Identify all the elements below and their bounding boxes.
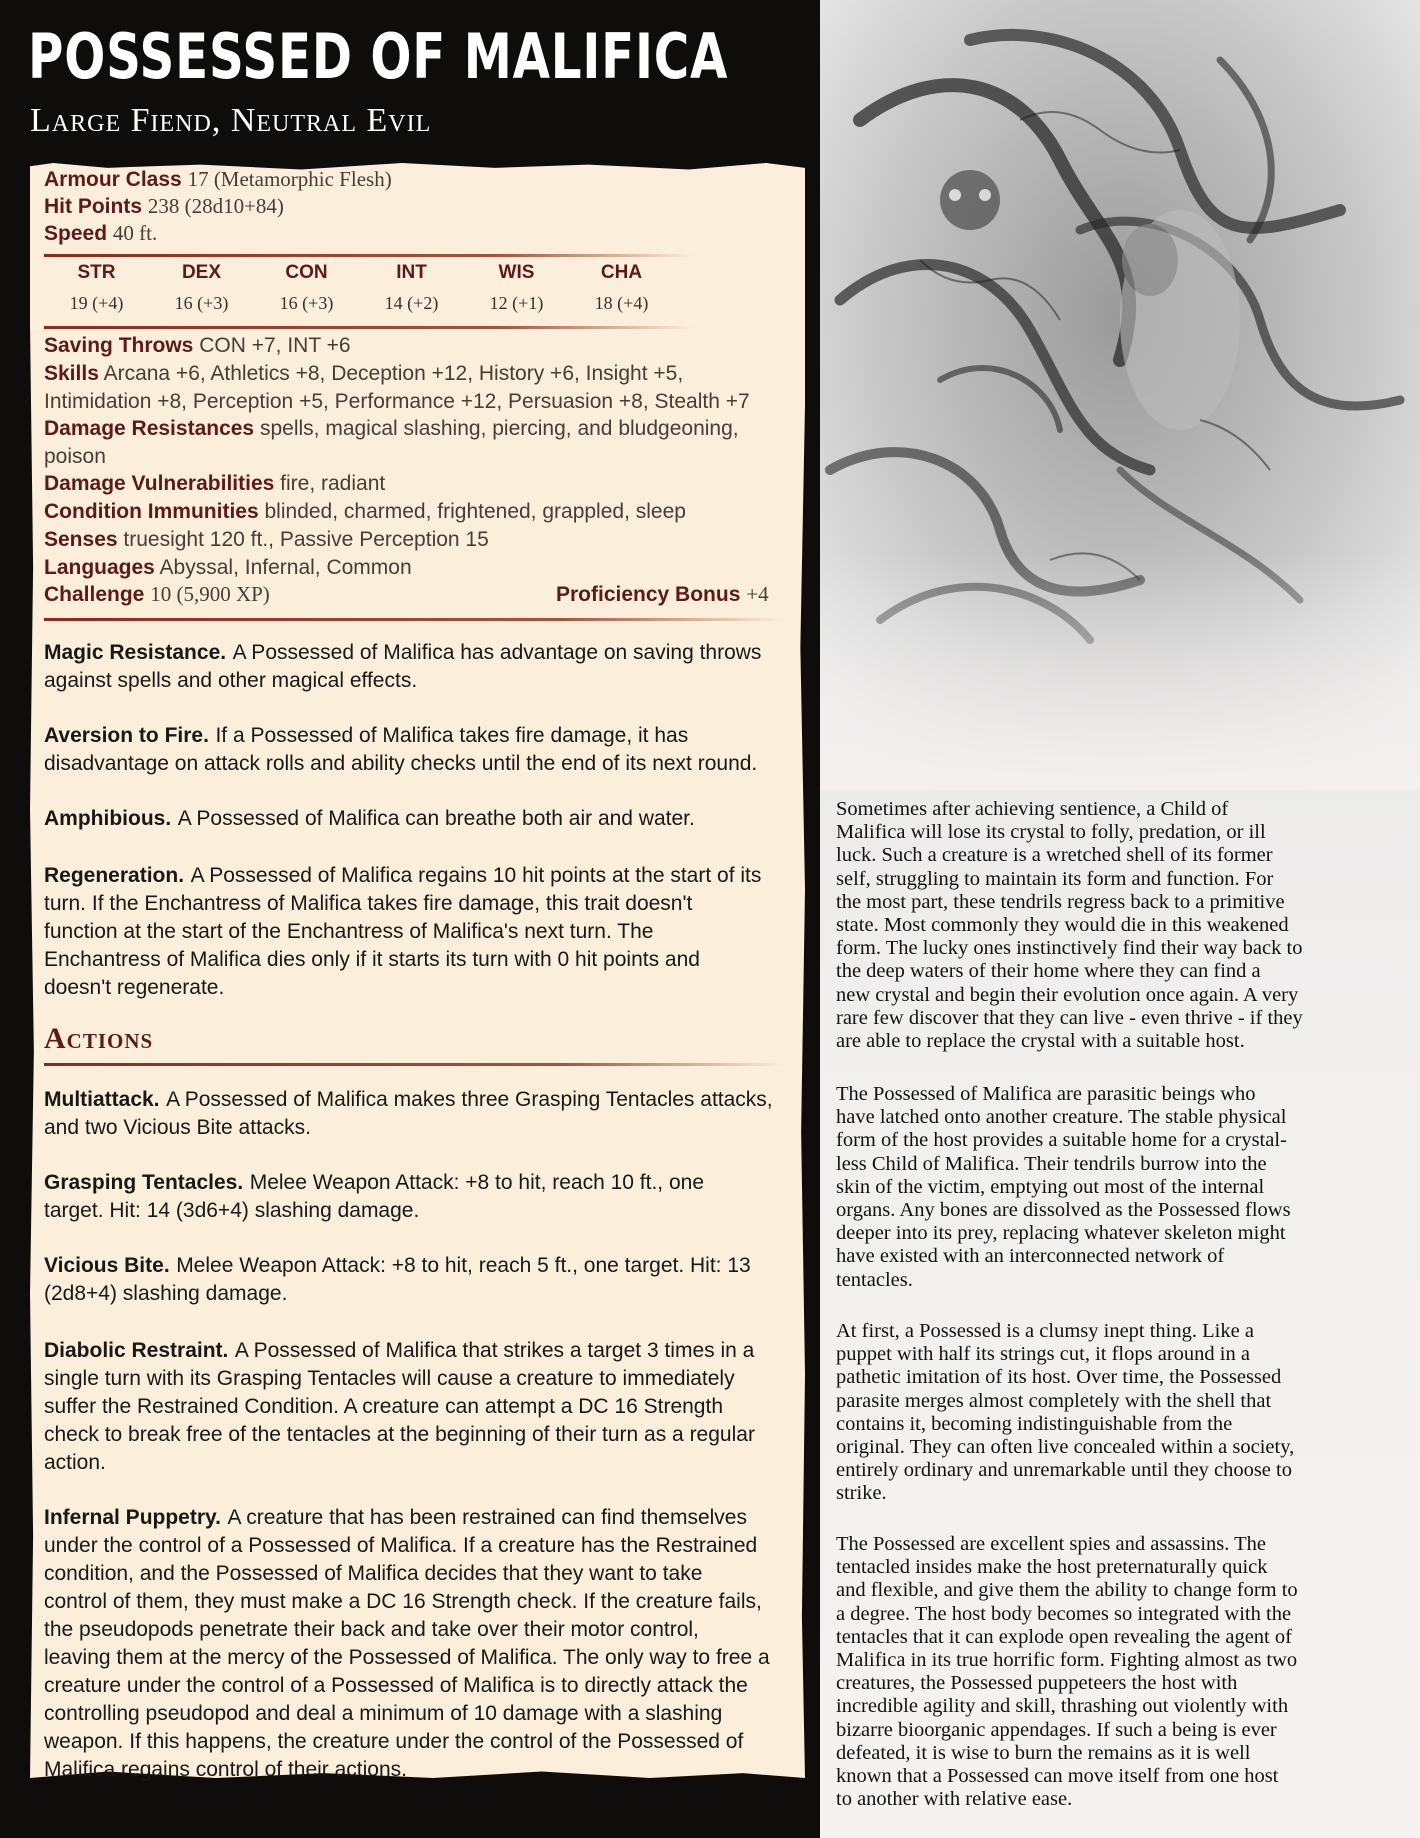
damage-vulnerabilities-line: [44, 470, 385, 497]
action-text: Malifica regains control of their actions.: [44, 1758, 407, 1781]
lore-line: parasite merges almost completely with the shell that: [836, 1389, 1272, 1412]
action-title: Vicious Bite.: [44, 1254, 170, 1277]
lore-line: state. Most commonly they would die in this weakened: [836, 914, 1289, 937]
damage-resistances-value: spells, magical slashing, piercing, and bludgeoning,: [259, 417, 739, 440]
action-text: target. Hit: 14 (3d6+4) slashing damage.: [44, 1199, 420, 1222]
ability-con: [254, 258, 359, 318]
trait-text: turn. If the Enchantress of Malifica takes fire damage, this trait doesn't: [44, 892, 693, 915]
lore-line: Malifica in its true horrific form. Fighting almost as two: [836, 1649, 1298, 1672]
tentacle-monster-illustration: [820, 0, 1420, 790]
ability-label: STR: [77, 262, 116, 283]
lore-line: Sometimes after achieving sentience, a Child of: [836, 798, 1229, 820]
ability-wis: [464, 258, 569, 318]
saving-throws-label: Saving Throws: [44, 334, 194, 357]
trait-aversion-to-fire: [44, 721, 804, 778]
trait-text: doesn't regenerate.: [44, 976, 225, 999]
saving-throws-line: [44, 332, 351, 359]
lore-line: to another with relative ease.: [836, 1788, 1073, 1811]
action-grasping-tentacles: [44, 1168, 804, 1225]
lore-line: have existed with an interconnected network of: [836, 1245, 1225, 1268]
lore-line: tentacled insides make the host preternaturally quick: [836, 1556, 1268, 1579]
trait-regeneration: [44, 861, 804, 1002]
lore-paragraph-1: [836, 798, 1406, 1053]
monster-type-line: Large Fiend, Neutral Evil: [30, 102, 432, 139]
damage-resistances-label: Damage Resistances: [44, 417, 255, 440]
divider: [44, 618, 784, 621]
skills-label: Skills: [44, 362, 99, 385]
trait-title: Aversion to Fire.: [44, 724, 209, 747]
lore-line: original. They can often live concealed within a society,: [836, 1436, 1295, 1459]
action-diabolic-restraint: [44, 1336, 804, 1477]
speed-label: Speed: [44, 222, 108, 245]
ability-label: WIS: [498, 262, 535, 283]
senses-line: [44, 526, 489, 553]
lore-line: incredible agility and skill, thrashing out violently with: [836, 1695, 1289, 1718]
lore-line: skin of the victim, emptying out most of the internal: [836, 1175, 1265, 1198]
action-text: creature under the control of a Possessed of Malifica is to directly attack the: [44, 1674, 748, 1697]
trait-title: Magic Resistance.: [44, 641, 227, 664]
action-text: check to break free of the tentacles at the beginning of their turn as a regular: [44, 1423, 755, 1446]
lore-line: defeated, it is wise to burn the remains as it is well: [836, 1741, 1251, 1764]
condition-immunities-label: Condition Immunities: [44, 500, 259, 523]
lore-paragraph-3: [836, 1320, 1406, 1506]
hit-points-value: 238 (28d10+84): [147, 194, 284, 218]
trait-text: If a Possessed of Malifica takes fire damage, it has: [215, 724, 689, 747]
lore-line: a degree. The host body becomes so integrated with the: [836, 1602, 1292, 1625]
lore-line: luck. Such a creature is a wretched shell of its former: [836, 844, 1273, 867]
lore-line: At first, a Possessed is a clumsy inept thing. Like a: [836, 1320, 1254, 1342]
lore-paragraph-4: [836, 1533, 1406, 1811]
ability-value: 16 (+3): [279, 293, 334, 313]
languages-value: Abyssal, Infernal, Common: [159, 556, 412, 579]
damage-vulnerabilities-value: fire, radiant: [280, 472, 386, 495]
skills-value: Arcana +6, Athletics +8, Deception +12, History +6, Insight +5,: [103, 362, 684, 385]
languages-line: [44, 554, 412, 581]
monster-name: POSSESSED OF MALIFICA: [28, 20, 729, 93]
action-text: the pseudopods penetrate their back and take over their motor control,: [44, 1618, 699, 1641]
divider: [44, 326, 694, 329]
trait-text: disadvantage on attack rolls and ability checks until the end of its next round.: [44, 752, 758, 775]
trait-text: A Possessed of Malifica can breathe both air and water.: [177, 807, 695, 830]
ability-label: DEX: [181, 262, 222, 283]
action-text: (2d8+4) slashing damage.: [44, 1282, 288, 1305]
action-text: controlling pseudopod and deal a minimum of 10 damage with a slashing: [44, 1702, 723, 1725]
action-text: Melee Weapon Attack: +8 to hit, reach 5 ft., one target. Hit: 13: [176, 1254, 751, 1277]
ability-label: INT: [396, 262, 427, 283]
challenge-label: Challenge: [44, 583, 145, 606]
ability-label: CHA: [600, 262, 643, 283]
proficiency-label: Proficiency Bonus: [556, 583, 741, 606]
lore-line: deeper into its prey, replacing whatever skeleton might: [836, 1222, 1286, 1245]
lore-line: creatures, the Possessed puppeteers the host with: [836, 1672, 1238, 1695]
senses-label: Senses: [44, 528, 118, 551]
action-text: and two Vicious Bite attacks.: [44, 1116, 311, 1139]
action-text: control of them, they must make a DC 16 Strength check. If the creature fails,: [44, 1590, 762, 1613]
damage-resistances-line: [44, 415, 739, 442]
proficiency-value: +4: [746, 582, 769, 606]
skills-line-2: Intimidation +8, Perception +5, Performance +12, Persuasion +8, Stealth +7: [44, 390, 750, 413]
action-vicious-bite: [44, 1251, 804, 1308]
lore-line: and flexible, and give them the ability to change form to: [836, 1579, 1298, 1602]
action-text: leaving them at the mercy of the Possessed of Malifica. The only way to free a: [44, 1646, 770, 1669]
trait-magic-resistance: [44, 638, 804, 695]
action-text: single turn with its Grasping Tentacles will cause a creature to immediately: [44, 1367, 735, 1390]
trait-text: against spells and other magical effects.: [44, 669, 418, 692]
lore-line: organs. Any bones are dissolved as the Possessed flows: [836, 1199, 1291, 1222]
action-text: condition, and the Possessed of Malifica decides that they want to take: [44, 1562, 703, 1585]
damage-resistances-line-2: poison: [44, 445, 106, 468]
armour-class-line: [44, 166, 392, 193]
lore-line: self, struggling to maintain its form and function. For: [836, 867, 1274, 890]
lore-line: new crystal and begin their evolution once again. A very: [836, 983, 1299, 1006]
action-text: suffer the Restrained Condition. A creature can attempt a DC 16 Strength: [44, 1395, 724, 1418]
lore-line: Malifica will lose its crystal to folly, predation, or ill: [836, 821, 1266, 844]
divider: [44, 1063, 784, 1066]
ability-value: 19 (+4): [69, 293, 124, 313]
trait-title: Amphibious.: [44, 807, 172, 830]
lore-line: are able to replace the crystal with a suitable host.: [836, 1030, 1245, 1053]
action-title: Grasping Tentacles.: [44, 1171, 244, 1194]
ability-value: 16 (+3): [174, 293, 229, 313]
lore-line: The Possessed are excellent spies and assassins. The: [836, 1533, 1267, 1555]
action-multiattack: [44, 1085, 804, 1142]
action-text: weapon. If this happens, the creature under the control of the Possessed of: [44, 1730, 744, 1753]
action-text: A creature that has been restrained can find themselves: [227, 1506, 747, 1529]
action-title: Diabolic Restraint.: [44, 1339, 229, 1362]
hit-points-label: Hit Points: [44, 195, 142, 218]
speed-line: [44, 220, 157, 247]
lore-line: the most part, these tendrils regress back to a primitive: [836, 890, 1285, 913]
lore-line: known that a Possessed can move itself from one host: [836, 1765, 1279, 1788]
condition-immunities-line: [44, 498, 686, 525]
lore-line: pathetic imitation of its host. Over time, the Possessed: [836, 1366, 1282, 1389]
trait-text: A Possessed of Malifica regains 10 hit points at the start of its: [190, 864, 762, 887]
lore-line: tentacles.: [836, 1268, 913, 1291]
lore-line: the deep waters of their home where they can find a: [836, 960, 1261, 983]
ability-value: 14 (+2): [384, 293, 439, 313]
ability-value: 18 (+4): [594, 293, 649, 313]
lore-line: The Possessed of Malifica are parasitic beings who: [836, 1083, 1256, 1105]
ability-str: [44, 258, 149, 318]
action-infernal-puppetry: [44, 1503, 804, 1784]
challenge-value: 10 (5,900 XP): [150, 582, 270, 606]
damage-vulnerabilities-label: Damage Vulnerabilities: [44, 472, 275, 495]
speed-value: 40 ft.: [112, 221, 158, 245]
actions-heading: Actions: [44, 1022, 154, 1055]
action-text: A Possessed of Malifica that strikes a target 3 times in a: [234, 1339, 755, 1362]
action-text: Melee Weapon Attack: +8 to hit, reach 10 ft., one: [249, 1171, 705, 1194]
lore-line: form. The lucky ones instinctively find their way back to: [836, 937, 1303, 960]
lore-line: bizarre bioorganic appendages. If such a being is ever: [836, 1718, 1277, 1741]
trait-text: A Possessed of Malifica has advantage on saving throws: [232, 641, 762, 664]
lore-line: form of the host provides a suitable home for a crystal-: [836, 1129, 1287, 1152]
lore-line: rare few discover that they can live - even thrive - if they: [836, 1006, 1303, 1029]
action-title: Infernal Puppetry.: [44, 1506, 221, 1529]
languages-label: Languages: [44, 556, 155, 579]
hit-points-line: [44, 193, 284, 220]
ability-label: CON: [285, 262, 328, 283]
ability-value: 12 (+1): [489, 293, 544, 313]
lore-line: strike.: [836, 1482, 887, 1505]
trait-title: Regeneration.: [44, 864, 185, 887]
action-text: action.: [44, 1451, 106, 1474]
armour-class-label: Armour Class: [44, 168, 182, 191]
trait-text: Enchantress of Malifica dies only if it starts its turn with 0 hit points and: [44, 948, 700, 971]
challenge-line: [44, 581, 270, 608]
divider: [44, 254, 694, 257]
saving-throws-value: CON +7, INT +6: [199, 334, 351, 357]
lore-line: tentacles that it can explode open revealing the agent of: [836, 1625, 1292, 1648]
ability-cha: [569, 258, 674, 318]
condition-immunities-value: blinded, charmed, frightened, grappled, sleep: [264, 500, 686, 523]
senses-value: truesight 120 ft., Passive Perception 15: [123, 528, 489, 551]
skills-line: [44, 360, 683, 387]
trait-amphibious: [44, 804, 804, 833]
lore-line: entirely ordinary and unremarkable until they choose to: [836, 1459, 1292, 1482]
ability-dex: [149, 258, 254, 318]
lore-line: puppet with half its strings cut, it flops around in a: [836, 1343, 1250, 1366]
trait-text: function at the start of the Enchantress of Malifica's next turn. The: [44, 920, 654, 943]
lore-line: contains it, becoming indistinguishable from the: [836, 1412, 1233, 1435]
action-text: under the control of a Possessed of Malifica. If a creature has the Restrained: [44, 1534, 758, 1557]
action-title: Multiattack.: [44, 1088, 160, 1111]
action-text: A Possessed of Malifica makes three Grasping Tentacles attacks,: [166, 1088, 773, 1111]
ability-scores: [44, 258, 684, 320]
lore-paragraph-2: [836, 1083, 1406, 1292]
armour-class-value: 17 (Metamorphic Flesh): [187, 167, 392, 191]
ability-int: [359, 258, 464, 318]
lore-line: have latched onto another creature. The stable physical: [836, 1106, 1287, 1129]
lore-line: less Child of Malifica. Their tendrils burrow into the: [836, 1152, 1267, 1175]
proficiency-line: [556, 581, 769, 608]
